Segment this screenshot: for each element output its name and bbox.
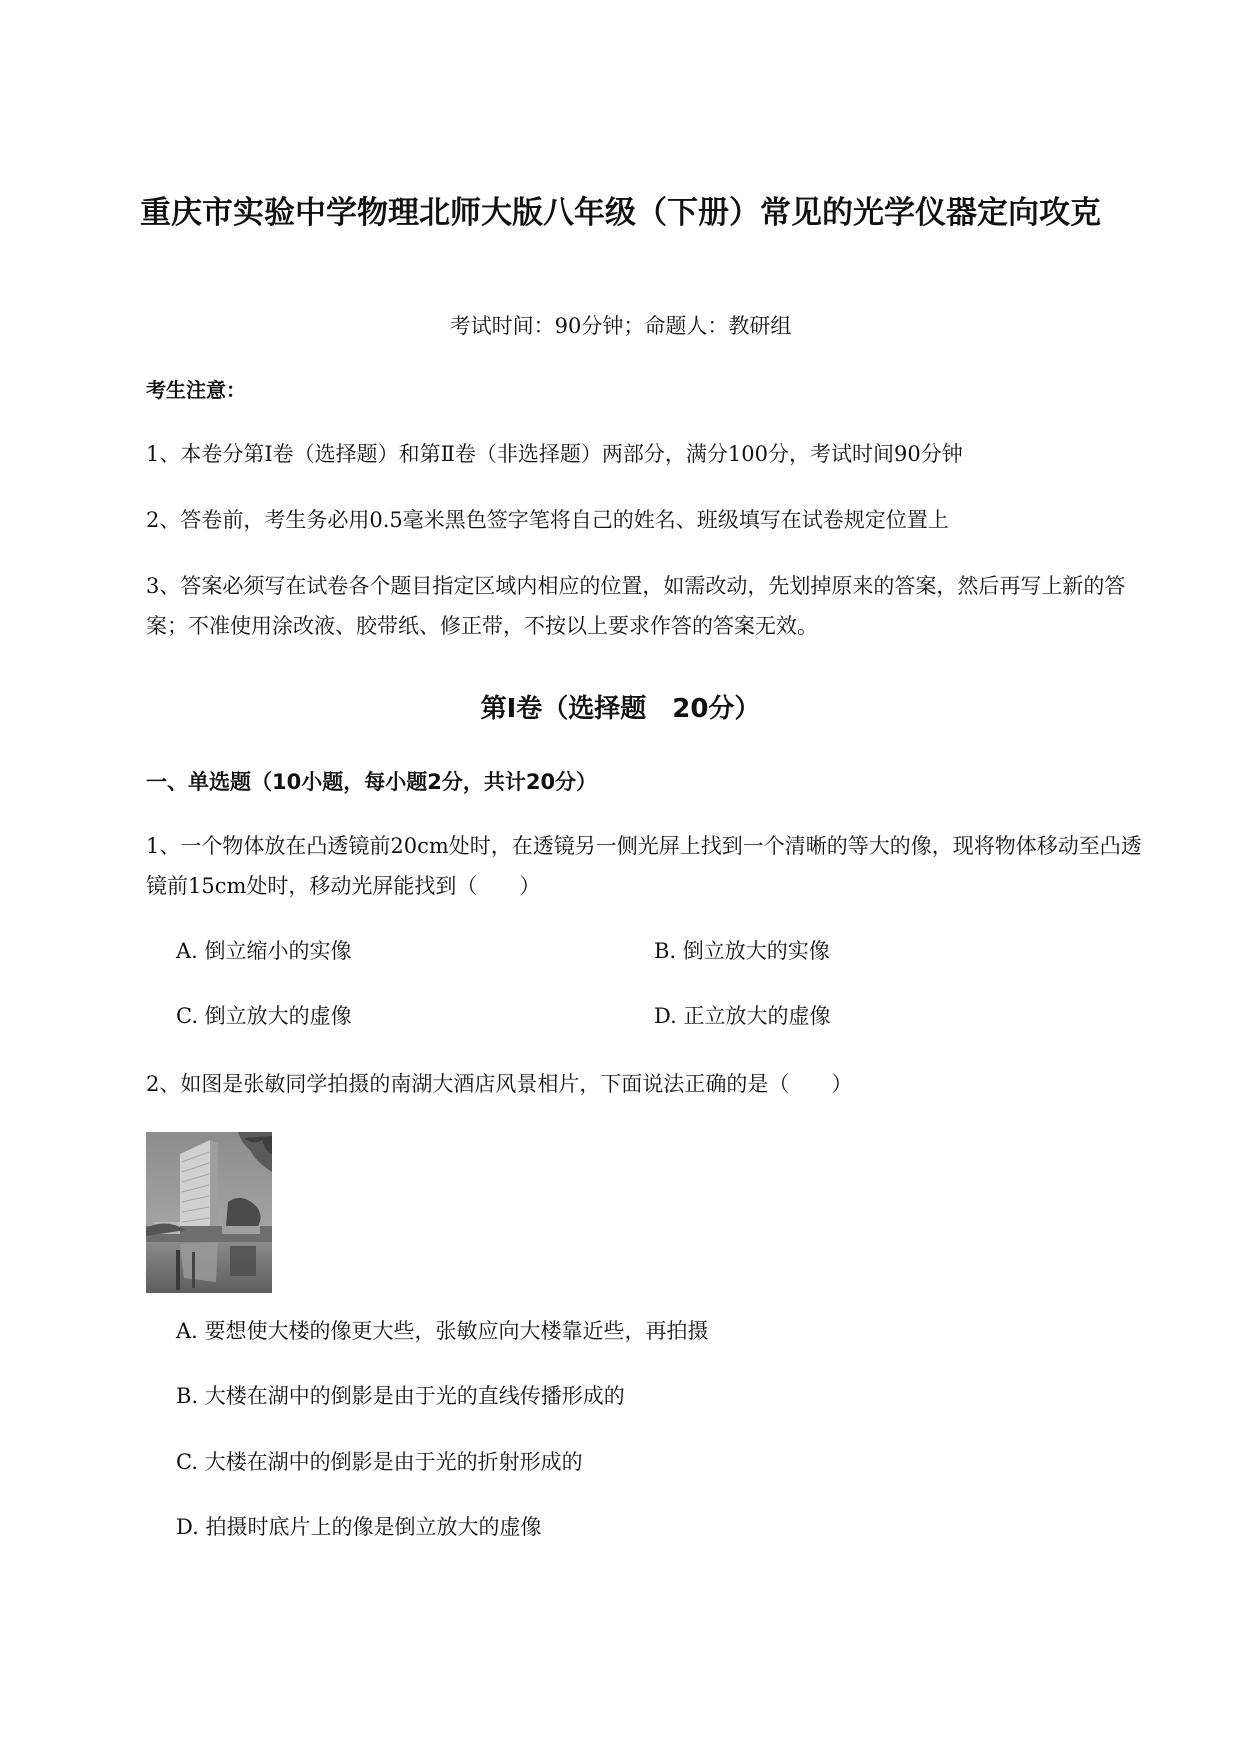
notice-item: 1、本卷分第I卷（选择题）和第Ⅱ卷（非选择题）两部分，满分100分，考试时间90分钟 [146, 442, 963, 466]
notice-item: 3、答案必须写在试卷各个题目指定区域内相应的位置，如需改动，先划掉原来的答案，然后再写上新的答案；不准使用涂改液、胶带纸、修正带，不按以上要求作答的答案无效。 [146, 574, 1126, 638]
option-a: A. 倒立缩小的实像 [176, 939, 352, 963]
option-d: D. 正立放大的虚像 [654, 1004, 831, 1028]
exam-info: 考试时间：90分钟；命题人：教研组 [449, 314, 792, 338]
option-a: A. 要想使大楼的像更大些，张敏应向大楼靠近些，再拍摄 [176, 1319, 709, 1343]
option-b: B. 大楼在湖中的倒影是由于光的直线传播形成的 [176, 1384, 625, 1408]
option-c: C. 倒立放大的虚像 [176, 1004, 352, 1028]
hotel-photo-drawing [146, 1132, 272, 1293]
hotel-photo [146, 1132, 272, 1293]
part-heading: 一、单选题（10小题，每小题2分，共计20分） [146, 770, 598, 794]
option-b: B. 倒立放大的实像 [654, 939, 830, 963]
option-c: C. 大楼在湖中的倒影是由于光的折射形成的 [176, 1450, 583, 1474]
notice-item: 2、答卷前，考生务必用0.5毫米黑色签字笔将自己的姓名、班级填写在试卷规定位置上 [146, 508, 949, 532]
notice-heading: 考生注意： [146, 378, 246, 402]
question-stem: 2、如图是张敏同学拍摄的南湖大酒店风景相片，下面说法正确的是（ ） [146, 1072, 853, 1096]
option-d: D. 拍摄时底片上的像是倒立放大的虚像 [176, 1515, 542, 1539]
section-title: 第I卷（选择题 20分） [480, 694, 761, 724]
page-title: 重庆市实验中学物理北师大版八年级（下册）常见的光学仪器定向攻克 [140, 195, 1101, 231]
question-stem: 1、一个物体放在凸透镜前20cm处时，在透镜另一侧光屏上找到一个清晰的等大的像，现将物体移动至凸透镜前15cm处时，移动光屏能找到（ ） [146, 834, 1142, 898]
